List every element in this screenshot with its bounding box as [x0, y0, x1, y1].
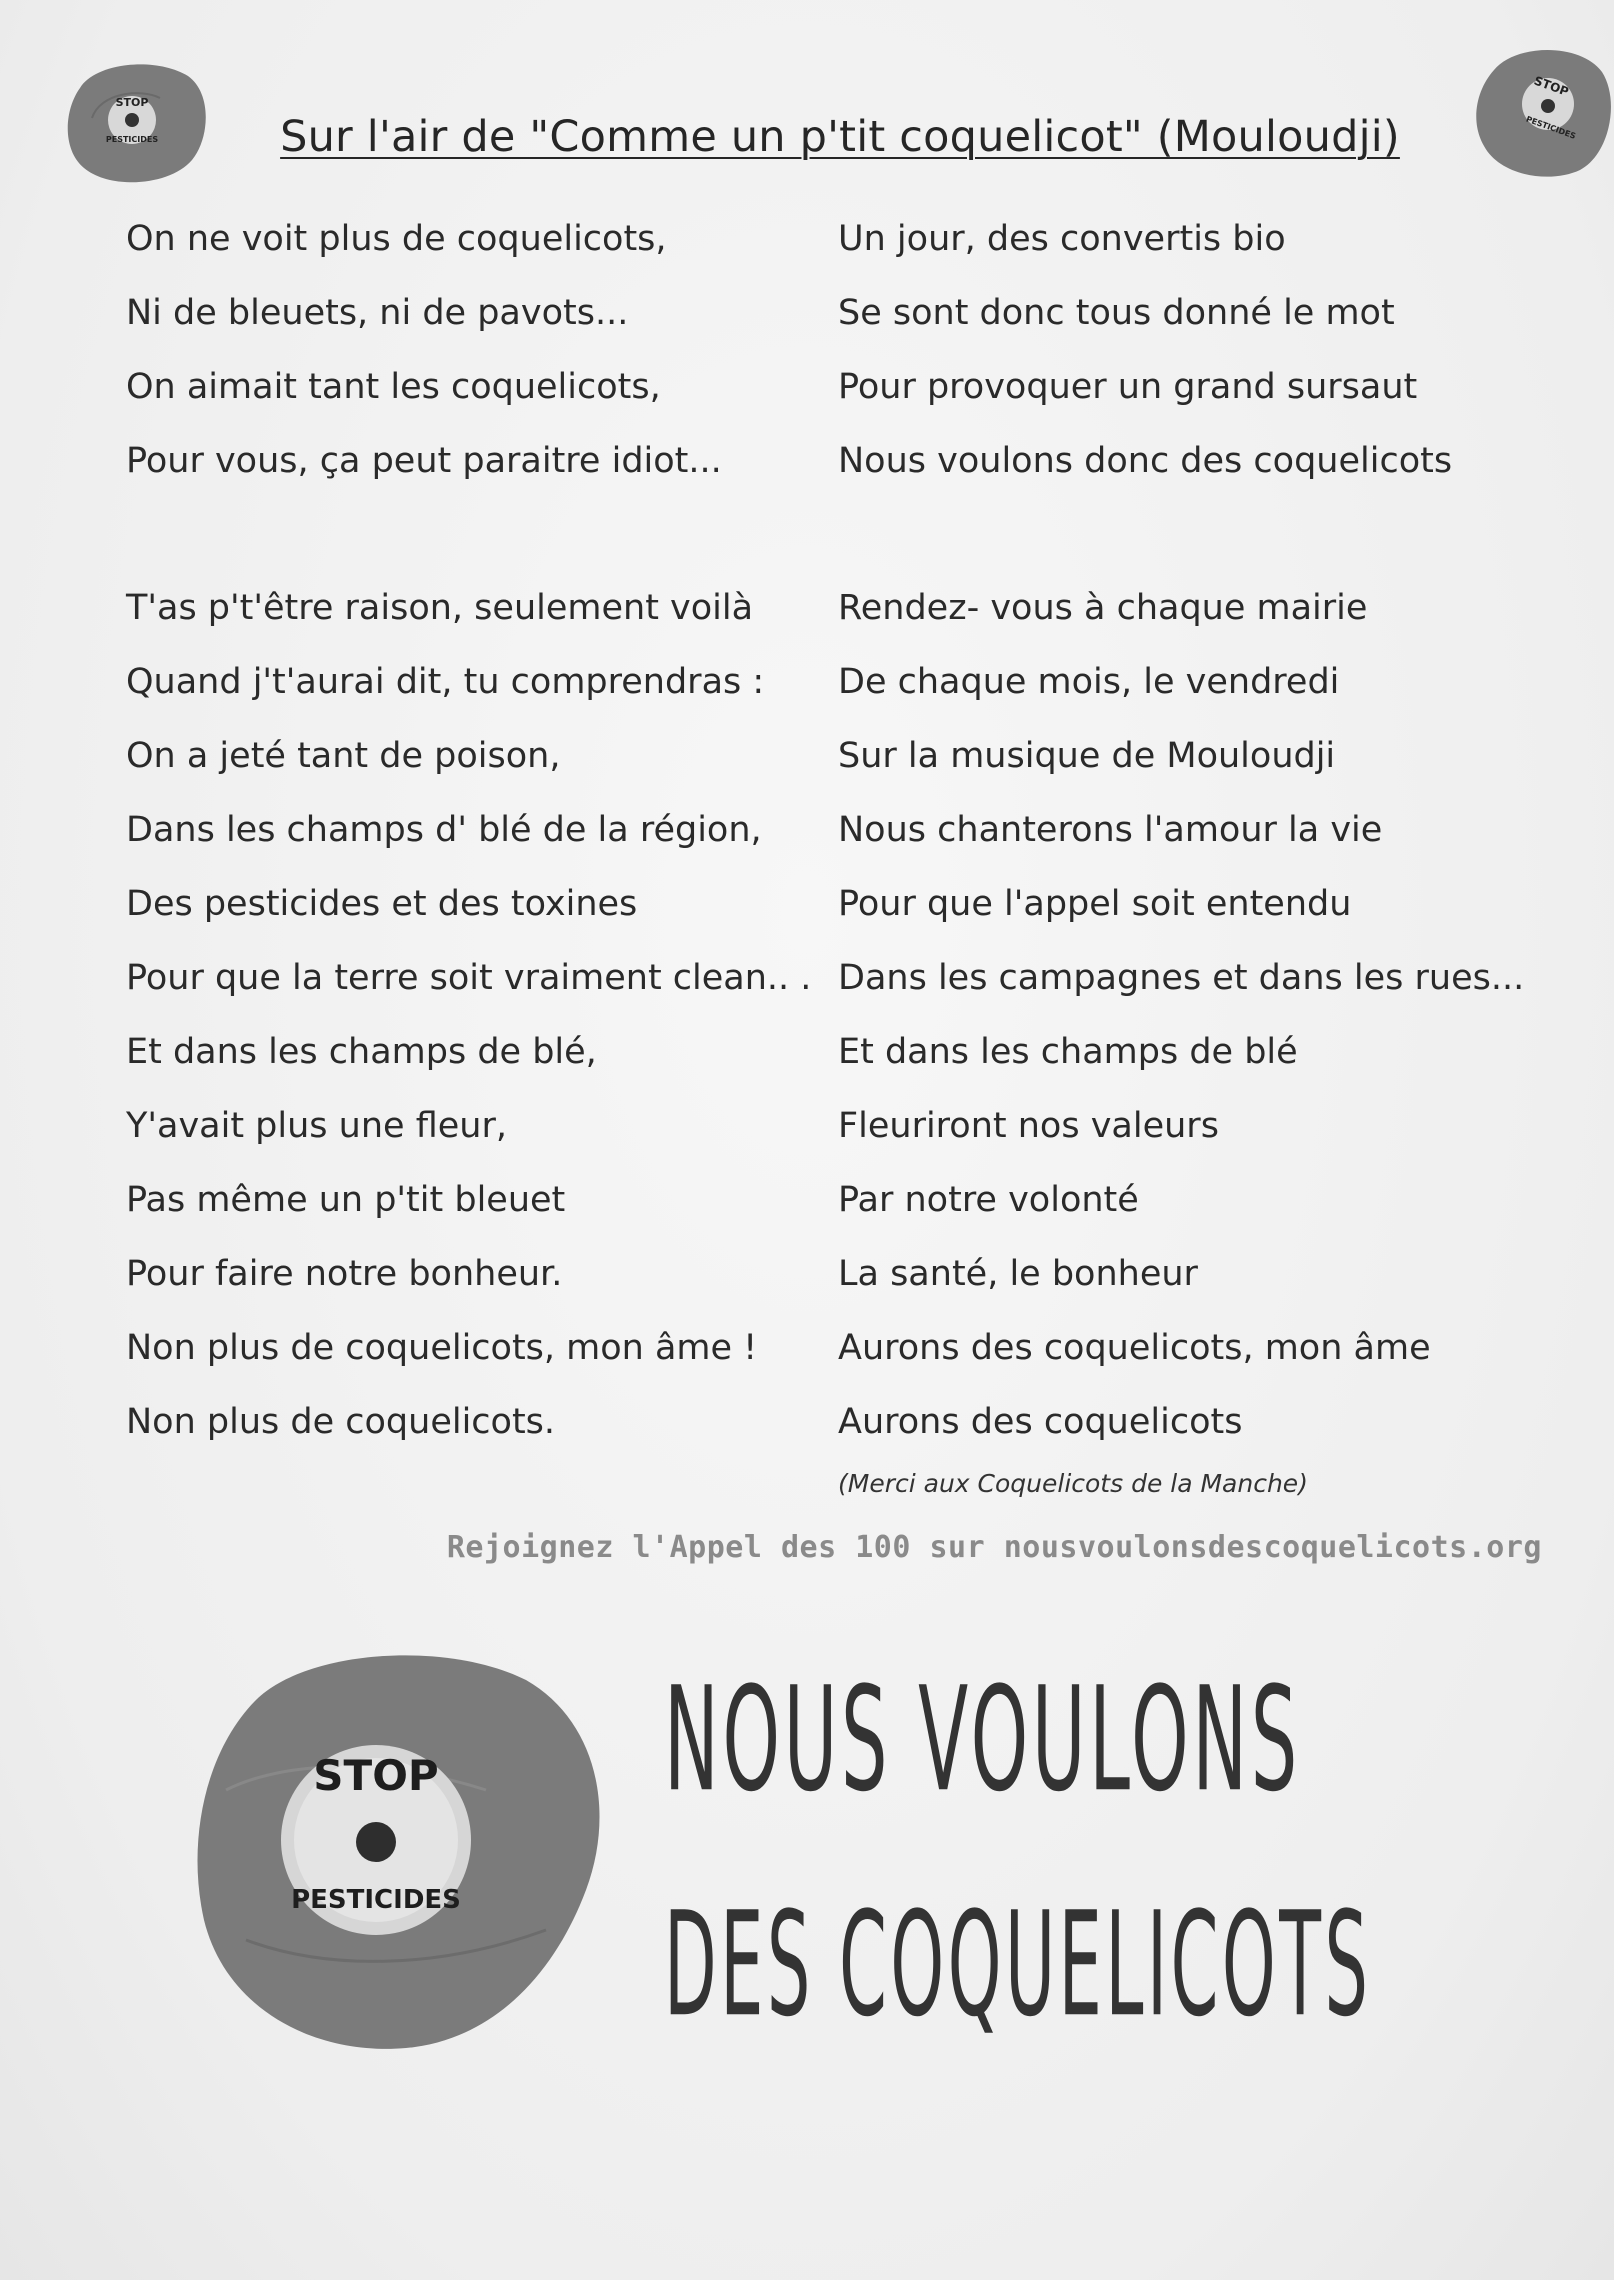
lyric-line: Non plus de coquelicots. — [126, 1402, 556, 1442]
lyrics-left-column — [126, 202, 811, 1459]
lyric-line: Pas même un p'tit bleuet — [126, 1180, 566, 1220]
lyrics-right-column — [838, 202, 1524, 1459]
lyric-line: De chaque mois, le vendredi — [838, 662, 1340, 702]
lyric-line: Non plus de coquelicots, mon âme ! — [126, 1328, 758, 1368]
lyric-line: Et dans les champs de blé, — [126, 1032, 597, 1072]
lyric-line: Dans les campagnes et dans les rues... — [838, 958, 1525, 998]
lyric-line: Pour vous, ça peut paraitre idiot... — [126, 441, 722, 481]
lyric-line: T'as p't'être raison, seulement voilà — [126, 588, 754, 628]
lyric-line: Aurons des coquelicots, mon âme — [838, 1328, 1431, 1368]
lyric-line: Par notre volonté — [838, 1180, 1139, 1220]
lyric-line: Rendez- vous à chaque mairie — [838, 588, 1368, 628]
lyric-line: Nous chanterons l'amour la vie — [838, 810, 1383, 850]
stop-pesticides-logo-large — [186, 1640, 606, 2060]
slogan-line-1: NOUS VOULONS — [664, 1655, 1302, 1824]
logo-text-large: STOP — [313, 1751, 439, 1800]
credit-note: (Merci aux Coquelicots de la Manche) — [838, 1469, 1308, 1498]
lyric-line: On a jeté tant de poison, — [126, 736, 561, 776]
logo-text-small-right: STOP — [1532, 73, 1571, 99]
lyric-line: Quand j't'aurai dit, tu comprendras : — [126, 662, 765, 702]
lyric-line: Dans les champs d' blé de la région, — [126, 810, 762, 850]
lyric-line: Sur la musique de Mouloudji — [838, 736, 1336, 776]
lyric-line: Se sont donc tous donné le mot — [838, 293, 1395, 333]
lyric-line: On ne voit plus de coquelicots, — [126, 219, 667, 259]
lyric-line: Pour provoquer un grand sursaut — [838, 367, 1418, 407]
lyric-line: Y'avait plus une fleur, — [126, 1106, 507, 1146]
join-call-text: Rejoignez l'Appel des 100 sur nousvoulonsdescoquelicots.org — [446, 1530, 1542, 1565]
lyric-line: La santé, le bonheur — [838, 1254, 1198, 1294]
stanza-left-1 — [126, 202, 811, 498]
lyric-line: Un jour, des convertis bio — [838, 219, 1286, 259]
page-title: Sur l'air de "Comme un p'tit coquelicot" (Mouloudji) — [280, 112, 1400, 162]
stanza-right-1 — [838, 202, 1524, 498]
lyric-line: Et dans les champs de blé — [838, 1032, 1298, 1072]
logo-text-small-left: STOP — [115, 96, 149, 109]
lyric-line: Pour que l'appel soit entendu — [838, 884, 1352, 924]
logo-subtext-small-right: PESTICIDES — [1524, 114, 1577, 141]
lyric-line: Fleuriront nos valeurs — [838, 1106, 1219, 1146]
lyric-line: Ni de bleuets, ni de pavots... — [126, 293, 629, 333]
lyric-line: Nous voulons donc des coquelicots — [838, 441, 1453, 481]
logo-subtext-large: PESTICIDES — [291, 1885, 461, 1915]
stanza-right-2 — [838, 571, 1524, 1459]
lyric-line: On aimait tant les coquelicots, — [126, 367, 661, 407]
stanza-left-2 — [126, 571, 811, 1459]
slogan-line-2: DES COQUELICOTS — [664, 1880, 1372, 2049]
lyric-line: Aurons des coquelicots — [838, 1402, 1243, 1442]
lyric-line: Des pesticides et des toxines — [126, 884, 638, 924]
lyric-line: Pour faire notre bonheur. — [126, 1254, 563, 1294]
logo-subtext-small-left: PESTICIDES — [105, 135, 159, 144]
lyric-line: Pour que la terre soit vraiment clean.. . — [126, 958, 812, 998]
